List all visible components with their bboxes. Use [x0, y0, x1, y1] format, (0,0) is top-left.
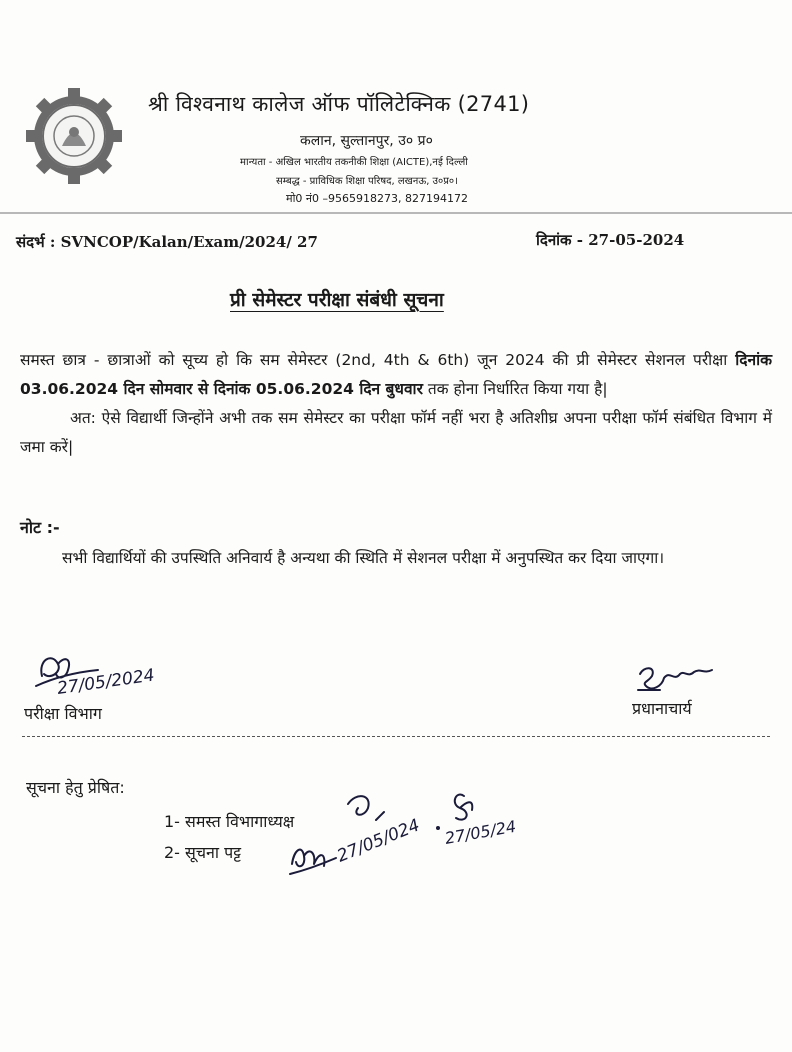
forwarded-item: 1- समस्त विभागाध्यक्ष	[164, 812, 295, 831]
note-heading: नोट :-	[20, 518, 60, 537]
recipient-signatures	[286, 784, 546, 888]
college-seal-gear-icon	[22, 84, 126, 188]
college-address: कलान, सुल्तानपुर, उ० प्र०	[300, 133, 433, 149]
affiliation-aicte: मान्यता - अखिल भारतीय तकनीकी शिक्षा (AICTE),नई दिल्ली	[240, 157, 468, 168]
schedule-text: समस्त छात्र - छात्राओं को सूच्य हो कि सम सेमेस्टर (2nd, 4th & 6th) जून 2024 की प्री सेमेस्टर सेशनल परीक्षा	[20, 351, 736, 369]
principal-signature	[634, 660, 724, 696]
notice-body	[20, 346, 772, 462]
schedule-text-end: तक होना निर्धारित किया गया है|	[422, 380, 608, 398]
phone-numbers: मो0 नं0 –9565918273, 827194172	[286, 192, 468, 205]
schedule-dates: दिनांक 03.06.2024 दिन सोमवार से दिनांक 05.06.2024 दिन बुधवार	[20, 351, 772, 398]
forwarded-list	[164, 806, 294, 868]
exam-dept-signature	[28, 646, 188, 702]
forwarded-item: 2- सूचना पट्ट	[164, 843, 242, 862]
affiliation-board: सम्बद्ध - प्राविधिक शिक्षा परिषद, लखनऊ, उ०प्र०।	[276, 176, 458, 187]
exam-dept-label: परीक्षा विभाग	[24, 704, 102, 723]
college-name: श्री विश्वनाथ कालेज ऑफ पॉलिटेक्निक (2741)	[148, 92, 530, 116]
dashed-divider	[22, 736, 770, 737]
note-text: सभी विद्यार्थियों की उपस्थिति अनिवार्य है अन्यथा की स्थिति में सेशनल परीक्षा में अनुपस्थित कर दिया जाएगा।	[62, 549, 665, 567]
notice-title: प्री सेमेस्टर परीक्षा संबंधी सूचना	[230, 289, 444, 311]
exam-dept-handwritten-date: 27/05/2024	[55, 665, 156, 699]
principal-label: प्रधानाचार्य	[632, 699, 692, 718]
header-divider	[0, 212, 792, 214]
paragraph-form: अत: ऐसे विद्यार्थी जिन्होंने अभी तक सम सेमेस्टर का परीक्षा फॉर्म नहीं भरा है अतिशीघ्र अपना परीक्षा फॉर्म संबंधित विभाग में जमा करें|	[20, 409, 772, 456]
reference-number: संदर्भ : SVNCOP/Kalan/Exam/2024/ 27	[16, 233, 318, 251]
board-handwritten-date: 27/05/24	[443, 816, 518, 848]
notice-date: दिनांक - 27-05-2024	[536, 231, 685, 249]
paragraph-schedule	[20, 346, 772, 404]
hod-handwritten-date: 27/05/024	[334, 815, 423, 867]
forwarded-heading: सूचना हेतु प्रेषित:	[26, 778, 125, 797]
